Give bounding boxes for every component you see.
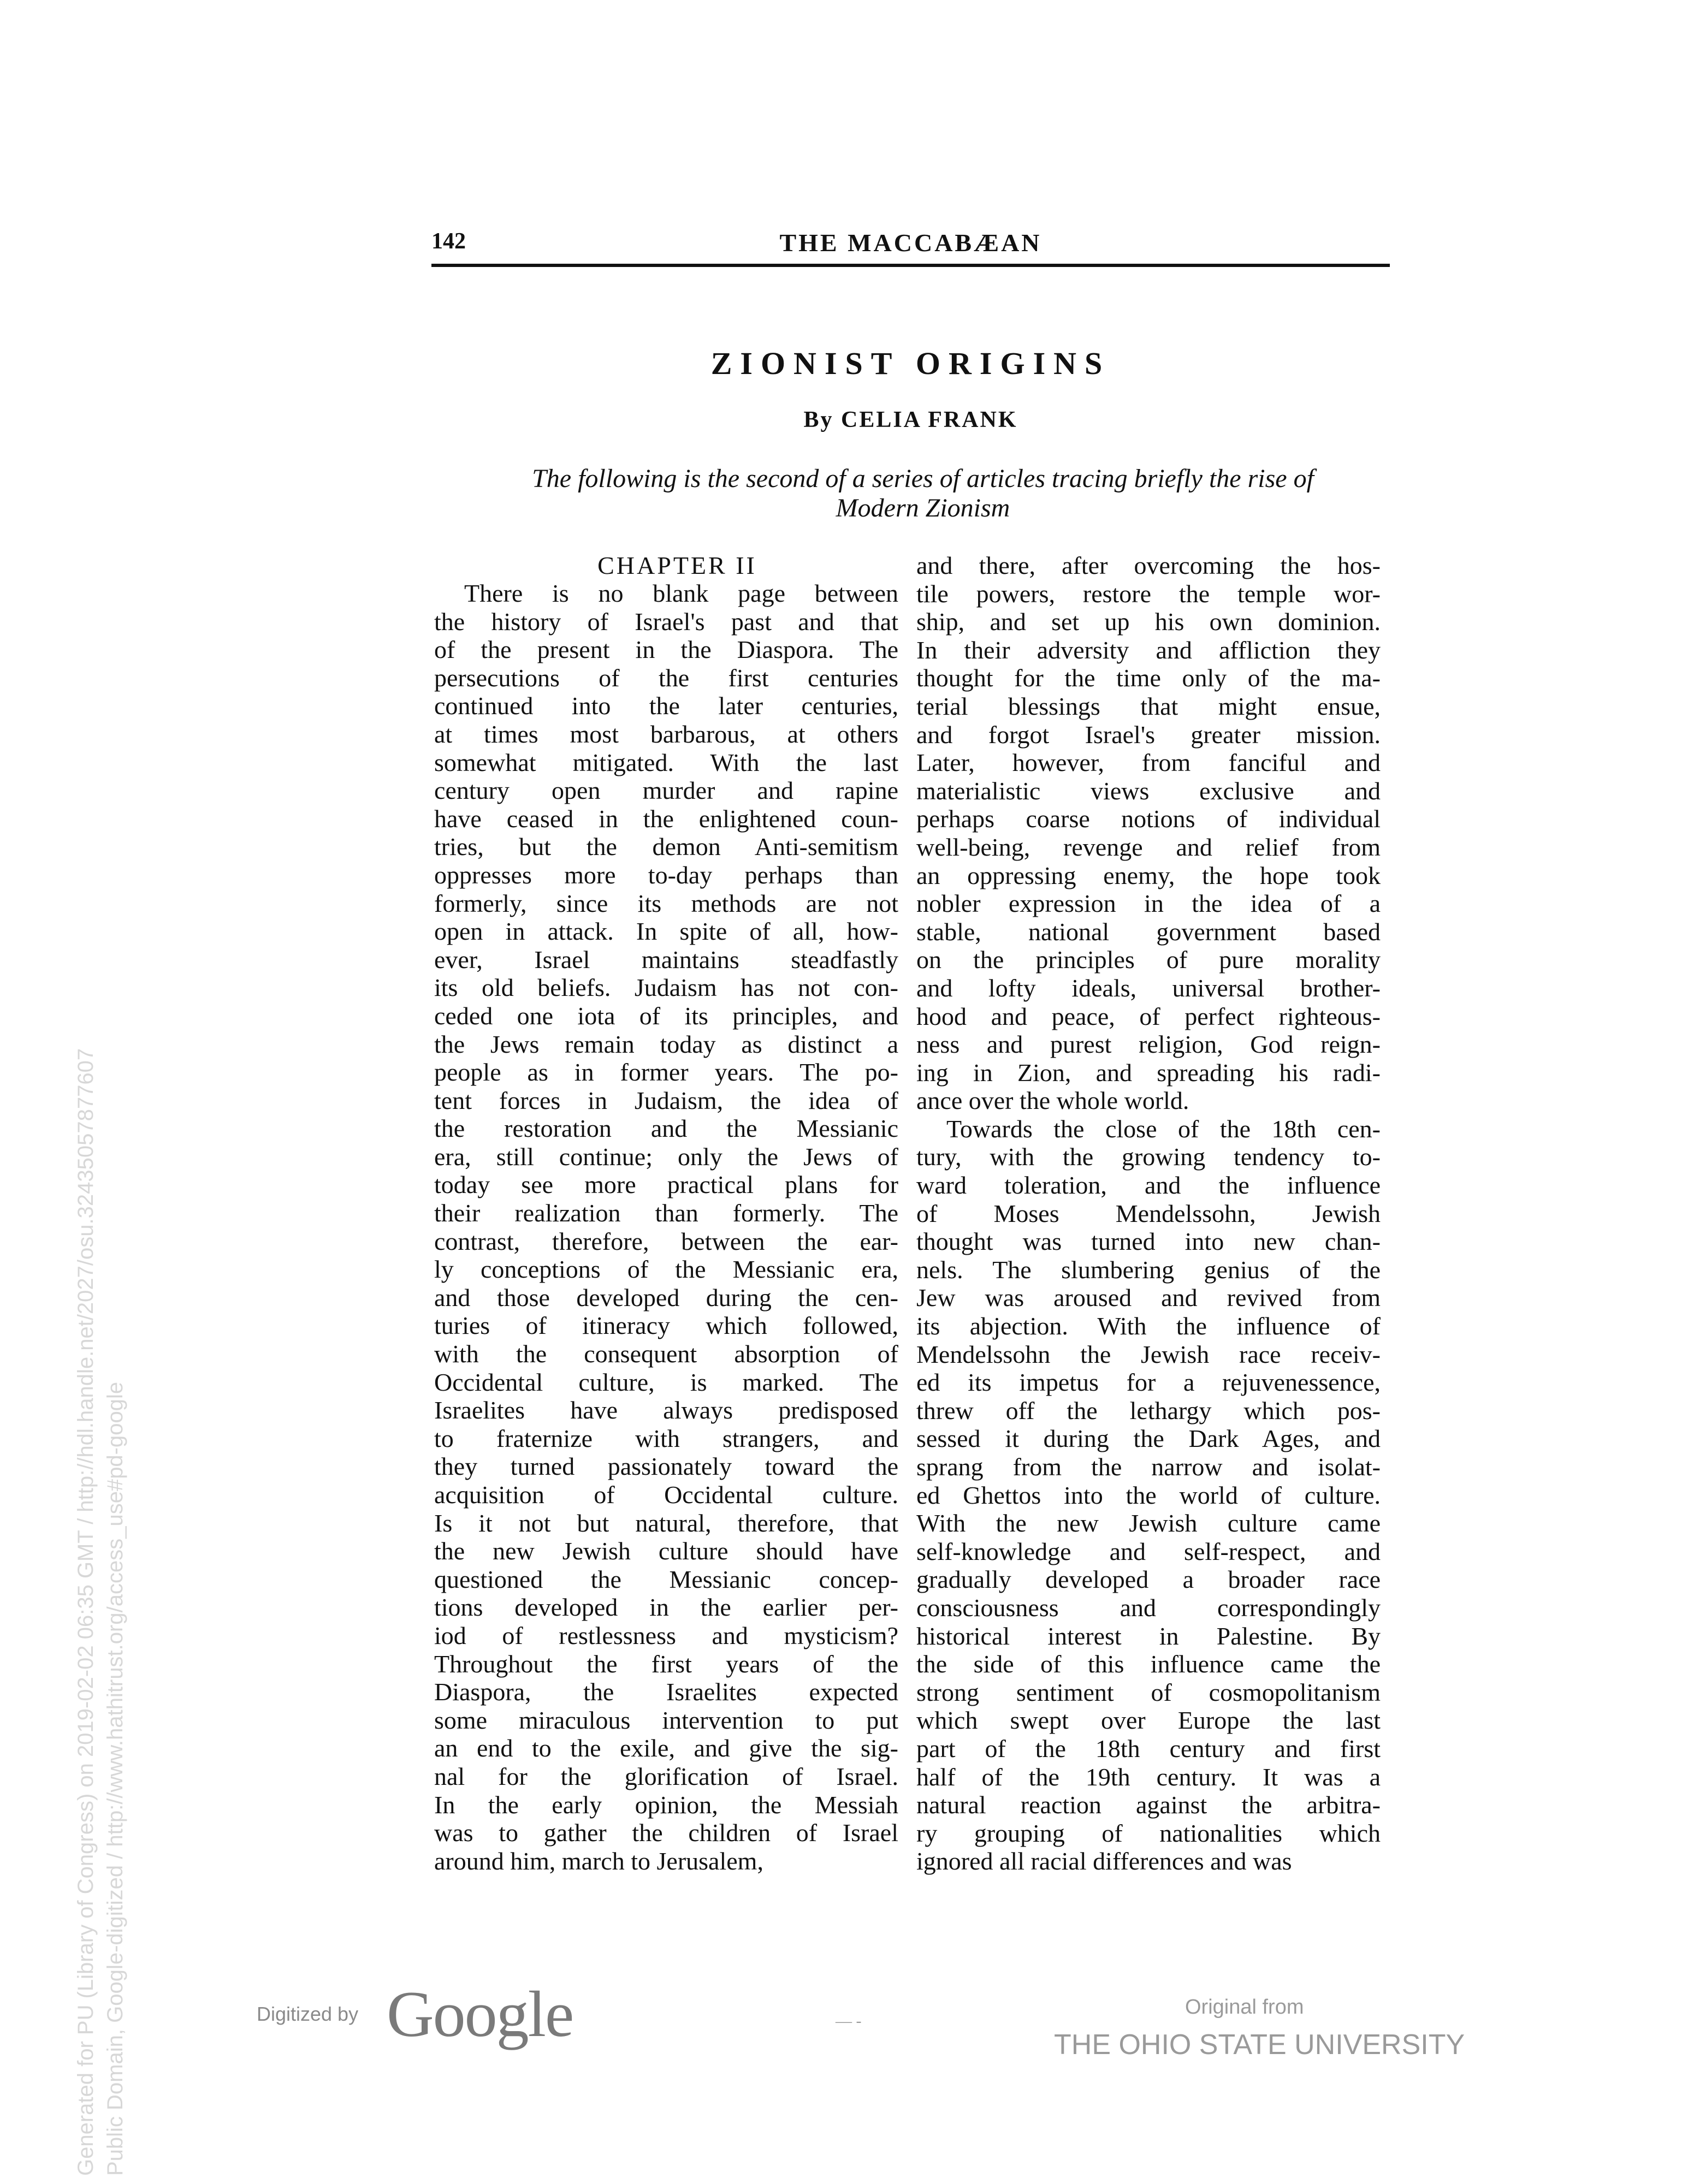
text-line: ship, and set up his own dominion. xyxy=(916,608,1381,636)
text-line: half of the 19th century. It was a xyxy=(916,1762,1381,1791)
university-name: THE OHIO STATE UNIVERSITY xyxy=(1054,2029,1465,2061)
text-line: well-being, revenge and relief from xyxy=(916,833,1381,861)
text-line: somewhat mitigated. With the last xyxy=(434,748,898,776)
text-line: materialistic views exclusive and xyxy=(916,776,1381,805)
text-line: Jew was aroused and revived from xyxy=(916,1284,1381,1312)
text-line: the side of this influence came the xyxy=(916,1650,1381,1678)
text-line: ceded one iota of its principles, and xyxy=(434,1001,898,1030)
text-line: ance over the whole world. xyxy=(916,1087,1189,1115)
text-line: and forgot Israel's greater mission. xyxy=(916,720,1381,749)
text-line: tions developed in the earlier per- xyxy=(434,1593,898,1622)
text-line: historical interest in Palestine. By xyxy=(916,1622,1381,1650)
text-line: terial blessings that might ensue, xyxy=(916,692,1381,720)
digitized-by-label: Digitized by xyxy=(257,2003,359,2025)
text-line: sessed it during the Dark Ages, and xyxy=(916,1425,1381,1453)
text-line: at times most barbarous, at others xyxy=(434,720,898,748)
text-line: strong sentiment of cosmopolitanism xyxy=(916,1678,1381,1706)
text-line: self-knowledge and self-respect, and xyxy=(916,1537,1381,1565)
text-line: their realization than formerly. The xyxy=(434,1199,898,1227)
text-line: ry grouping of nationalities which xyxy=(916,1819,1381,1847)
footer-dash: — - xyxy=(836,2012,862,2030)
text-line: and there, after overcoming the hos- xyxy=(916,551,1381,579)
text-line: the history of Israel's past and that xyxy=(434,607,898,636)
left-column xyxy=(434,551,898,1875)
text-line: an oppressing enemy, the hope took xyxy=(916,861,1381,889)
text-line: ness and purest religion, God reign- xyxy=(916,1030,1381,1059)
text-line: Israelites have always predisposed xyxy=(434,1396,898,1425)
text-line: gradually developed a broader race xyxy=(916,1565,1381,1594)
text-line: ever, Israel maintains steadfastly xyxy=(434,945,898,974)
text-line: perhaps coarse notions of individual xyxy=(916,805,1381,833)
hathitrust-watermark xyxy=(71,756,130,2176)
text-line: nal for the glorification of Israel. xyxy=(434,1762,898,1790)
text-line: the Jews remain today as distinct a xyxy=(434,1030,898,1058)
text-line: Is it not but natural, therefore, that xyxy=(434,1509,898,1537)
running-header xyxy=(431,228,1390,266)
header-rule xyxy=(431,264,1390,267)
text-line: tent forces in Judaism, the idea of xyxy=(434,1086,898,1114)
text-line: the new Jewish culture should have xyxy=(434,1537,898,1565)
text-line: consciousness and correspondingly xyxy=(916,1593,1381,1622)
article-subtitle xyxy=(453,464,1393,523)
text-line: they turned passionately toward the xyxy=(434,1452,898,1481)
text-line: Diaspora, the Israelites expected xyxy=(434,1678,898,1706)
text-line: hood and peace, of perfect righteous- xyxy=(916,1002,1381,1030)
text-line: an end to the exile, and give the sig- xyxy=(434,1734,898,1762)
chapter-heading: CHAPTER II xyxy=(597,551,757,579)
original-from-label: Original from xyxy=(1185,1996,1304,2019)
text-line: tury, with the growing tendency to- xyxy=(916,1143,1381,1171)
text-line: sprang from the narrow and isolat- xyxy=(916,1453,1381,1481)
text-line: threw off the lethargy which pos- xyxy=(916,1396,1381,1425)
text-line: ed Ghettos into the world of culture. xyxy=(916,1481,1381,1509)
text-line: ing in Zion, and spreading his radi- xyxy=(916,1058,1381,1087)
text-line: Throughout the first years of the xyxy=(434,1649,898,1678)
text-line: Later, however, from fanciful and xyxy=(916,749,1381,777)
text-line: Mendelssohn the Jewish race receiv- xyxy=(916,1340,1381,1368)
text-line: around him, march to Jerusalem, xyxy=(434,1847,763,1875)
text-line: the restoration and the Messianic xyxy=(434,1114,898,1143)
watermark-line: Generated for PU (Library of Congress) on 2019-02-02 06:35 GMT / http://hdl.handle.net/2027/osu.32435057877607 xyxy=(74,1048,98,2176)
text-line: stable, national government based xyxy=(916,917,1381,946)
text-line: nels. The slumbering genius of the xyxy=(916,1255,1381,1284)
text-line: people as in former years. The po- xyxy=(434,1058,898,1087)
text-line: continued into the later centuries, xyxy=(434,692,898,720)
text-line: thought was turned into new chan- xyxy=(916,1227,1381,1256)
text-line: which swept over Europe the last xyxy=(916,1706,1381,1735)
text-line: acquisition of Occidental culture. xyxy=(434,1481,898,1509)
text-line: era, still continue; only the Jews of xyxy=(434,1142,898,1171)
article-byline: By CELIA FRANK xyxy=(803,407,1018,432)
text-line: with the consequent absorption of xyxy=(434,1340,898,1368)
subtitle-line: The following is the second of a series of articles tracing briefly the rise of xyxy=(532,464,1314,493)
text-line: open in attack. In spite of all, how- xyxy=(434,917,898,946)
watermark-line: Public Domain, Google-digitized / http://www.hathitrust.org/access_use#pd-google xyxy=(103,1381,127,2176)
journal-title: THE MACCABÆAN xyxy=(779,229,1042,257)
text-line: With the new Jewish culture came xyxy=(916,1509,1381,1538)
text-line: tile powers, restore the temple wor- xyxy=(916,579,1381,608)
google-logo: Google xyxy=(387,1978,573,2050)
text-line: ward toleration, and the influence xyxy=(916,1171,1381,1200)
text-line: There is no blank page between xyxy=(464,579,898,607)
text-line: and those developed during the cen- xyxy=(434,1283,898,1311)
text-line: ly conceptions of the Messianic era, xyxy=(434,1255,898,1284)
text-line: nobler expression in the idea of a xyxy=(916,889,1381,918)
page-number: 142 xyxy=(431,229,466,254)
subtitle-line: Modern Zionism xyxy=(836,494,1010,523)
text-line: persecutions of the first centuries xyxy=(434,663,898,692)
text-line: to fraternize with strangers, and xyxy=(434,1424,898,1452)
text-line: some miraculous intervention to put xyxy=(434,1706,898,1734)
text-line: and lofty ideals, universal brother- xyxy=(916,974,1381,1002)
text-line: of Moses Mendelssohn, Jewish xyxy=(916,1199,1381,1227)
text-line: thought for the time only of the ma- xyxy=(916,664,1381,692)
text-line: tries, but the demon Anti-semitism xyxy=(434,833,898,861)
text-line: turies of itineracy which followed, xyxy=(434,1311,898,1340)
text-line: of the present in the Diaspora. The xyxy=(434,636,898,664)
article-title: ZIONIST ORIGINS xyxy=(710,346,1111,381)
text-line: ed its impetus for a rejuvenessence, xyxy=(916,1368,1381,1397)
text-line: natural reaction against the arbitra- xyxy=(916,1791,1381,1819)
text-line: part of the 18th century and first xyxy=(916,1734,1381,1762)
text-line: have ceased in the enlightened coun- xyxy=(434,804,898,833)
text-line: on the principles of pure morality xyxy=(916,946,1381,974)
text-line: its abjection. With the influence of xyxy=(916,1312,1381,1340)
text-line: Towards the close of the 18th cen- xyxy=(946,1114,1381,1143)
text-line: oppresses more to-day perhaps than xyxy=(434,860,898,889)
text-line: ignored all racial differences and was xyxy=(916,1847,1292,1876)
text-line: In their adversity and affliction they xyxy=(916,636,1381,664)
text-line: questioned the Messianic concep- xyxy=(434,1565,898,1593)
text-line: its old beliefs. Judaism has not con- xyxy=(434,974,898,1002)
text-line: iod of restlessness and mysticism? xyxy=(434,1621,898,1649)
text-line: century open murder and rapine xyxy=(434,776,898,805)
text-line: contrast, therefore, between the ear- xyxy=(434,1227,898,1255)
right-column xyxy=(916,551,1381,1876)
text-line: In the early opinion, the Messiah xyxy=(434,1790,898,1819)
text-line: today see more practical plans for xyxy=(434,1171,898,1199)
text-line: formerly, since its methods are not xyxy=(434,889,898,917)
text-line: Occidental culture, is marked. The xyxy=(434,1368,898,1396)
text-line: was to gather the children of Israel xyxy=(434,1819,898,1847)
